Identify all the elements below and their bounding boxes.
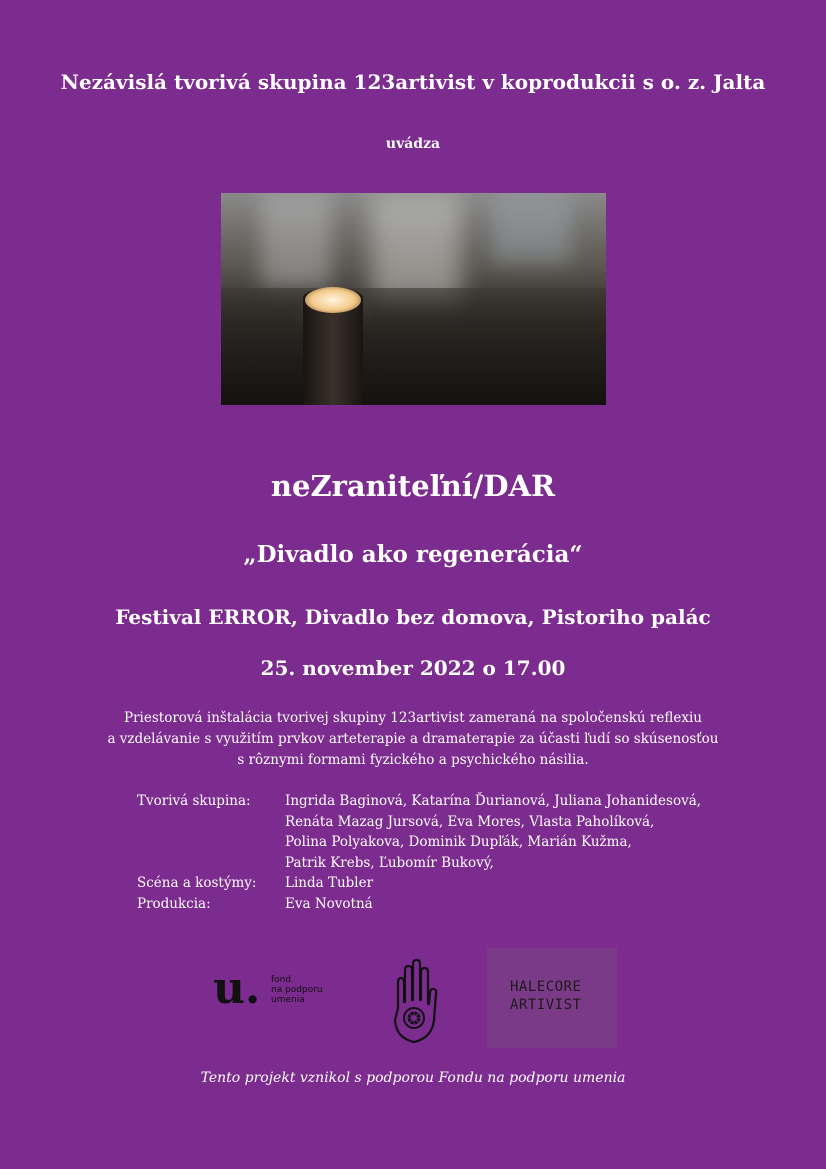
fund-logo-mark: u. bbox=[213, 963, 261, 1014]
footer-note: Tento projekt vznikol s podporou Fondu na podporu umenia bbox=[200, 1070, 626, 1086]
sponsor-logos bbox=[0, 948, 826, 1048]
presents-line: uvádza bbox=[385, 136, 441, 152]
halecore-logo-text: ARTIVIST bbox=[510, 997, 582, 1013]
credits-value: Ingrida Baginová, Katarína Ďurianová, Juliana Johanidesová, bbox=[285, 793, 702, 809]
credits-value: Linda Tubler bbox=[285, 875, 374, 891]
description bbox=[0, 708, 826, 771]
fund-logo-text: fond bbox=[271, 975, 292, 985]
event-date: 25. november 2022 o 17.00 bbox=[260, 656, 566, 680]
credits-value: Polina Polyakova, Dominik Dupľák, Marián Kužma, bbox=[285, 834, 632, 850]
candle-photo bbox=[221, 193, 606, 405]
credits-value: Patrik Krebs, Ľubomír Bukový, bbox=[285, 854, 494, 871]
hamsa-hand-icon bbox=[388, 958, 440, 1046]
credits-value: Eva Novotná bbox=[285, 895, 373, 912]
credits-label: Produkcia: bbox=[137, 895, 211, 912]
description-line: Priestorová inštalácia tvorivej skupiny 123artivist zameraná na spoločenskú reflexiu bbox=[124, 710, 702, 726]
credits bbox=[137, 791, 701, 914]
event-title: neZraniteľní/DAR bbox=[270, 469, 556, 503]
credits-group-row bbox=[137, 791, 701, 873]
event-subtitle: „Divadlo ako regenerácia“ bbox=[243, 541, 583, 568]
description-line: s rôznymi formami fyzického a psychického násilia. bbox=[237, 752, 589, 768]
credits-value: Renáta Mazag Jursová, Eva Mores, Vlasta Paholíková, bbox=[285, 813, 655, 830]
halecore-artivist-logo bbox=[487, 948, 617, 1048]
credits-label: Scéna a kostýmy: bbox=[137, 875, 257, 891]
description-line: a vzdelávanie s využitím prvkov arteterapie a dramaterapie za účasti ľudí so skúsenosťou bbox=[107, 731, 719, 747]
credits-scene-row bbox=[137, 873, 701, 894]
event-venue: Festival ERROR, Divadlo bez domova, Pistoriho palác bbox=[115, 605, 711, 629]
halecore-logo-text: HALECORE bbox=[510, 979, 582, 995]
credits-production-row bbox=[137, 894, 701, 915]
presenter-line: Nezávislá tvorivá skupina 123artivist v koprodukcii s o. z. Jalta bbox=[60, 70, 766, 94]
fund-logo-text: umenia bbox=[271, 995, 305, 1005]
fund-logo-text: na podporu bbox=[271, 985, 323, 995]
credits-label: Tvorivá skupina: bbox=[137, 793, 251, 809]
